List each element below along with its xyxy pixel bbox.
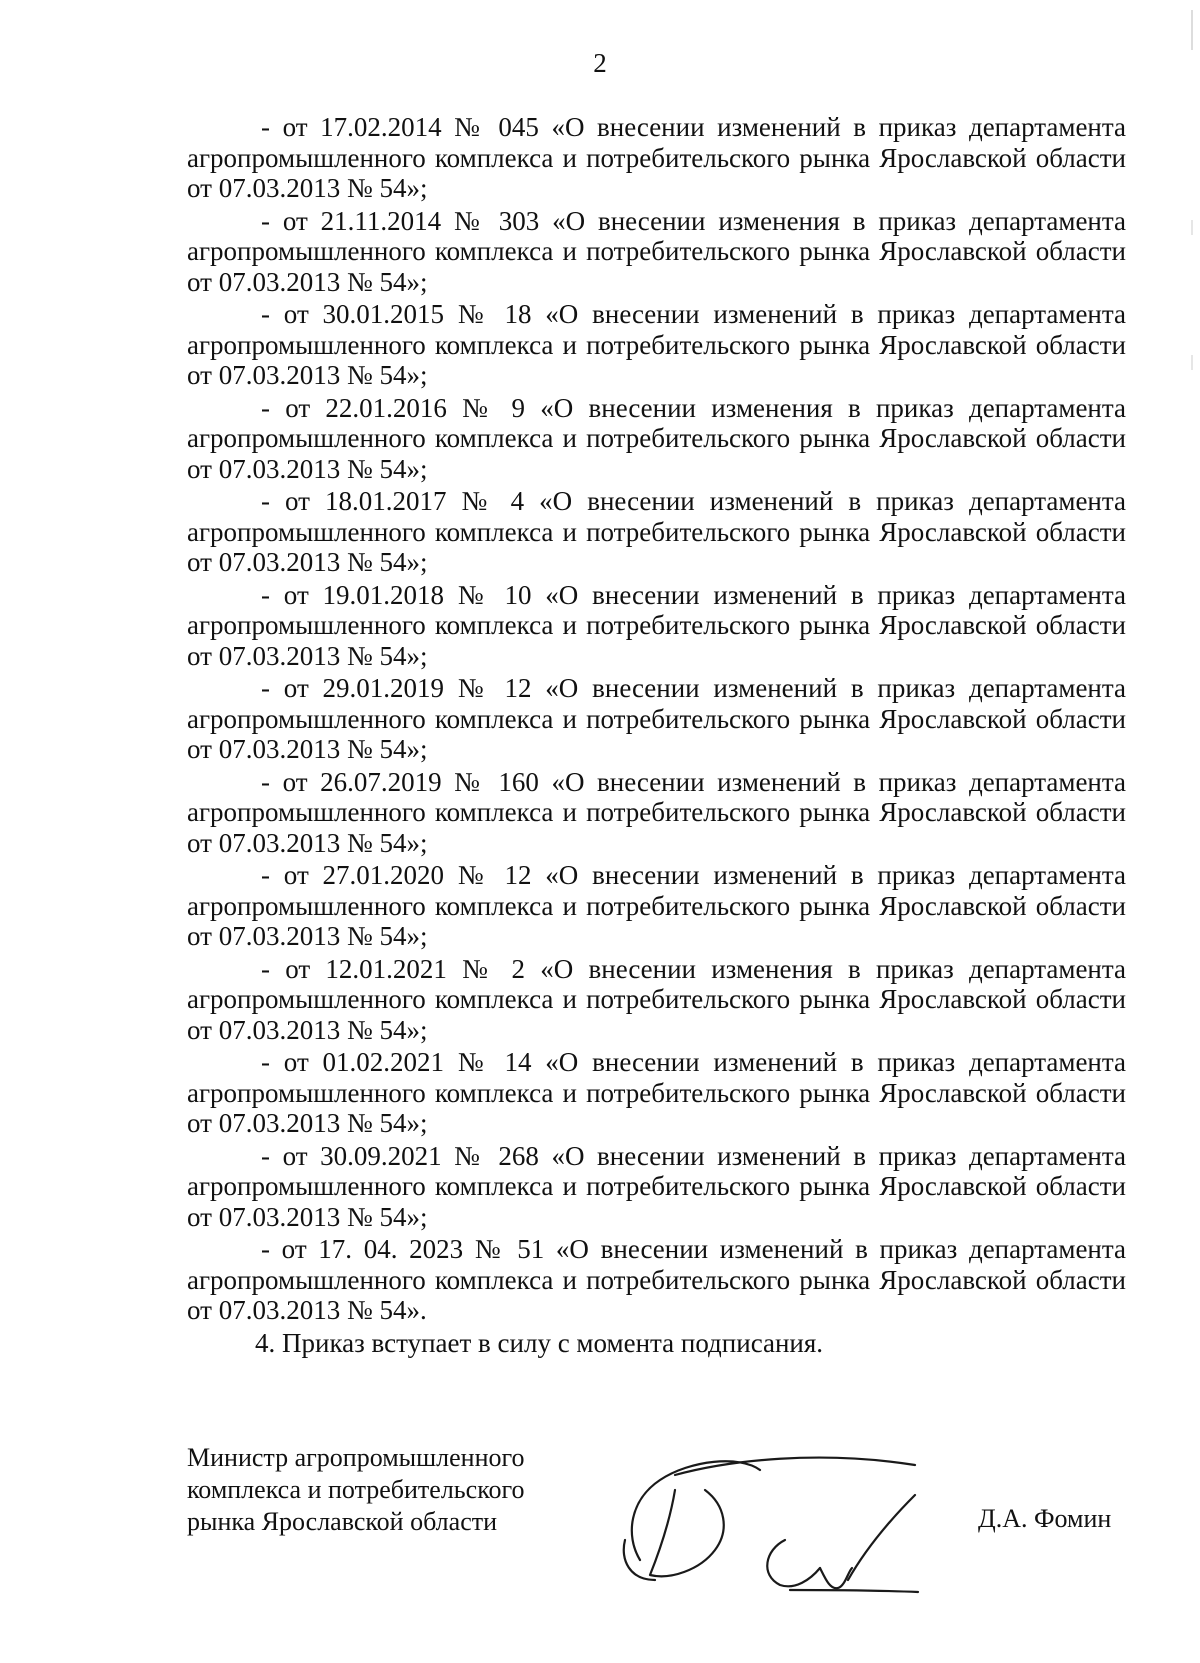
final-clause: 4. Приказ вступает в силу с момента подписания. <box>255 1327 824 1358</box>
page-number: 2 <box>593 48 607 78</box>
amendments-list <box>187 112 1126 1358</box>
scan-edge-marks <box>1190 10 1194 430</box>
list-item: - от 19.01.2018 № 10 «О внесении изменений в приказ департамента агропромышленного комплекса и потребительского рынка Ярославской области от 07.03.2013 № 54»; <box>187 579 1126 671</box>
list-item: - от 21.11.2014 № 303 «О внесении изменения в приказ департамента агропромышленного комплекса и потребительского рынка Ярославской области от 07.03.2013 № 54»; <box>187 205 1126 297</box>
list-item: - от 17.02.2014 № 045 «О внесении изменений в приказ департамента агропромышленного комплекса и потребительского рынка Ярославской области от 07.03.2013 № 54»; <box>187 112 1126 203</box>
signer-name: Д.А. Фомин <box>978 1504 1112 1533</box>
list-item: - от 18.01.2017 № 4 «О внесении изменений в приказ департамента агропромышленного комплекса и потребительского рынка Ярославской области от 07.03.2013 № 54»; <box>187 486 1126 577</box>
signatory-position <box>187 1442 525 1538</box>
list-item: - от 01.02.2021 № 14 «О внесении изменений в приказ департамента агропромышленного комплекса и потребительского рынка Ярославской области от 07.03.2013 № 54»; <box>187 1047 1126 1138</box>
position-line: комплекса и потребительского <box>187 1475 525 1504</box>
list-item: - от 27.01.2020 № 12 «О внесении изменений в приказ департамента агропромышленного комплекса и потребительского рынка Ярославской области от 07.03.2013 № 54»; <box>187 860 1126 951</box>
position-line: рынка Ярославской области <box>187 1507 498 1536</box>
list-item: - от 30.01.2015 № 18 «О внесении изменений в приказ департамента агропромышленного комплекса и потребительского рынка Ярославской области от 07.03.2013 № 54»; <box>187 299 1126 390</box>
list-item: - от 30.09.2021 № 268 «О внесении изменений в приказ департамента агропромышленного комплекса и потребительского рынка Ярославской области от 07.03.2013 № 54»; <box>187 1140 1126 1232</box>
list-item: - от 22.01.2016 № 9 «О внесении изменения в приказ департамента агропромышленного комплекса и потребительского рынка Ярославской области от 07.03.2013 № 54»; <box>187 392 1126 484</box>
list-item: - от 26.07.2019 № 160 «О внесении изменений в приказ департамента агропромышленного комплекса и потребительского рынка Ярославской области от 07.03.2013 № 54»; <box>187 766 1126 858</box>
list-item: - от 29.01.2019 № 12 «О внесении изменений в приказ департамента агропромышленного комплекса и потребительского рынка Ярославской области от 07.03.2013 № 54»; <box>187 673 1126 764</box>
list-item: - от 17. 04. 2023 № 51 «О внесении изменений в приказ департамента агропромышленного комплекса и потребительского рынка Ярославской области от 07.03.2013 № 54». <box>187 1234 1126 1325</box>
handwritten-signature <box>620 1440 920 1600</box>
position-line: Министр агропромышленного <box>187 1443 525 1472</box>
list-item: - от 12.01.2021 № 2 «О внесении изменения в приказ департамента агропромышленного комплекса и потребительского рынка Ярославской области от 07.03.2013 № 54»; <box>187 953 1126 1045</box>
